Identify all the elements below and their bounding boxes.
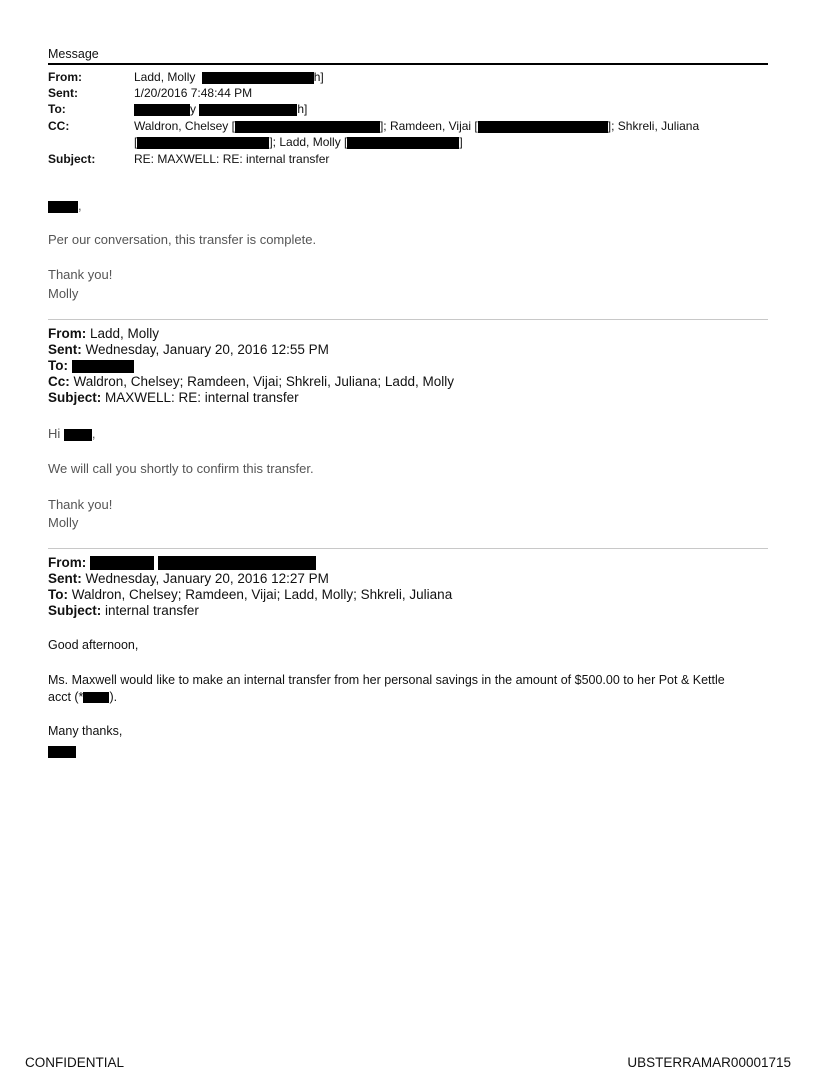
- acct-suffix: ).: [109, 690, 118, 704]
- cc-waldron: Waldron, Chelsey [: [134, 119, 235, 133]
- signature-redaction: [48, 743, 76, 761]
- quote1-hi: Hi: [48, 426, 61, 441]
- quote2-greeting: Good afternoon,: [48, 638, 139, 652]
- quote2-from-key: From:: [48, 555, 87, 570]
- redaction-block: [72, 360, 134, 373]
- header-to-value: [134, 101, 307, 117]
- quote1-cc-value: Waldron, Chelsey; Ramdeen, Vijai; Shkreli, Juliana; Ladd, Molly: [73, 374, 454, 389]
- redaction-block: [478, 121, 608, 133]
- quote1-to-key: To:: [48, 358, 68, 373]
- greeting-comma: ,: [91, 426, 96, 441]
- redaction-block: [347, 137, 459, 149]
- redaction-block: [64, 429, 92, 441]
- quote1-sent-value: Wednesday, January 20, 2016 12:55 PM: [85, 342, 329, 357]
- redaction-block: [83, 692, 109, 703]
- header-sent-value: 1/20/2016 7:48:44 PM: [134, 86, 253, 100]
- quote2-subject-value: internal transfer: [105, 603, 199, 618]
- redaction-block: [235, 121, 380, 133]
- reply1-signature: Molly: [48, 286, 79, 301]
- redaction-block: [158, 556, 316, 570]
- message-label: Message: [48, 47, 99, 61]
- redaction-block: [48, 746, 76, 758]
- redaction-block: [90, 556, 154, 570]
- quote1-subject-value: MAXWELL: RE: internal transfer: [105, 390, 299, 405]
- reply1-line1: Per our conversation, this transfer is complete.: [48, 232, 317, 247]
- header-cc-value-line2: [134, 134, 463, 150]
- footer-bates-number: UBSTERRAMAR00001715: [627, 1055, 791, 1070]
- header-rule: [48, 63, 768, 65]
- quote2-from: [48, 555, 316, 571]
- cc-close: ]: [459, 135, 463, 149]
- header-from-key: From:: [48, 70, 82, 84]
- header-subject-value: RE: MAXWELL: RE: internal transfer: [134, 152, 330, 166]
- quote1-line1: We will call you shortly to confirm this transfer.: [48, 461, 314, 476]
- quote1-cc-key: Cc:: [48, 374, 70, 389]
- quote1-from-value: Ladd, Molly: [90, 326, 160, 341]
- quote1-cc: [48, 374, 454, 390]
- quote2-closing: Many thanks,: [48, 724, 123, 738]
- header-from-value: [134, 69, 324, 85]
- quote1-subject: [48, 390, 299, 406]
- separator-line: [48, 548, 768, 549]
- greeting-comma: ,: [78, 198, 82, 213]
- quote1-from-key: From:: [48, 326, 87, 341]
- header-cc-value-line1: [134, 118, 699, 134]
- redaction-block: [202, 72, 314, 84]
- header-to-mid: y: [190, 102, 196, 116]
- footer-confidential: CONFIDENTIAL: [25, 1055, 125, 1070]
- redaction-block: [48, 201, 78, 213]
- cc-ladd: ]; Ladd, Molly [: [269, 135, 348, 149]
- quote1-from: [48, 326, 159, 342]
- reply1-thanks: Thank you!: [48, 267, 113, 282]
- header-from-tail: h]: [313, 70, 324, 84]
- quote2-paragraph-line1: Ms. Maxwell would like to make an internal transfer from her personal savings in the amount of $500.00 to her Pot & Kettle: [48, 673, 725, 687]
- header-to-key: To:: [48, 102, 66, 116]
- redaction-block: [199, 104, 297, 116]
- redaction-block: [134, 104, 190, 116]
- quote1-sent: [48, 342, 329, 358]
- quote2-to: [48, 587, 452, 603]
- quote2-paragraph-line2: [48, 689, 117, 706]
- reply1-greeting: [48, 197, 82, 215]
- cc-ramdeen: ]; Ramdeen, Vijai [: [379, 119, 478, 133]
- quote2-to-key: To:: [48, 587, 68, 602]
- quote1-to: [48, 358, 134, 374]
- quote1-thanks: Thank you!: [48, 497, 113, 512]
- header-cc-key: CC:: [48, 119, 70, 133]
- quote2-sent: [48, 571, 329, 587]
- quote2-sent-key: Sent:: [48, 571, 82, 586]
- header-subject-key: Subject:: [48, 152, 96, 166]
- cc-bracket: [: [134, 135, 138, 149]
- quote2-to-value: Waldron, Chelsey; Ramdeen, Vijai; Ladd, Molly; Shkreli, Juliana: [71, 587, 453, 602]
- separator-line: [48, 319, 768, 320]
- header-sent-key: Sent:: [48, 86, 78, 100]
- header-from-name: Ladd, Molly: [134, 70, 196, 84]
- cc-shkreli: ]; Shkreli, Juliana: [607, 119, 700, 133]
- quote2-sent-value: Wednesday, January 20, 2016 12:27 PM: [85, 571, 329, 586]
- quote1-greeting: [48, 425, 96, 443]
- redaction-block: [137, 137, 269, 149]
- quote1-signature: Molly: [48, 515, 79, 530]
- acct-prefix: acct (*: [48, 690, 84, 704]
- quote1-sent-key: Sent:: [48, 342, 82, 357]
- quote1-subject-key: Subject:: [48, 390, 102, 405]
- header-to-tail: h]: [297, 102, 308, 116]
- quote2-subject: [48, 603, 199, 619]
- quote2-subject-key: Subject:: [48, 603, 102, 618]
